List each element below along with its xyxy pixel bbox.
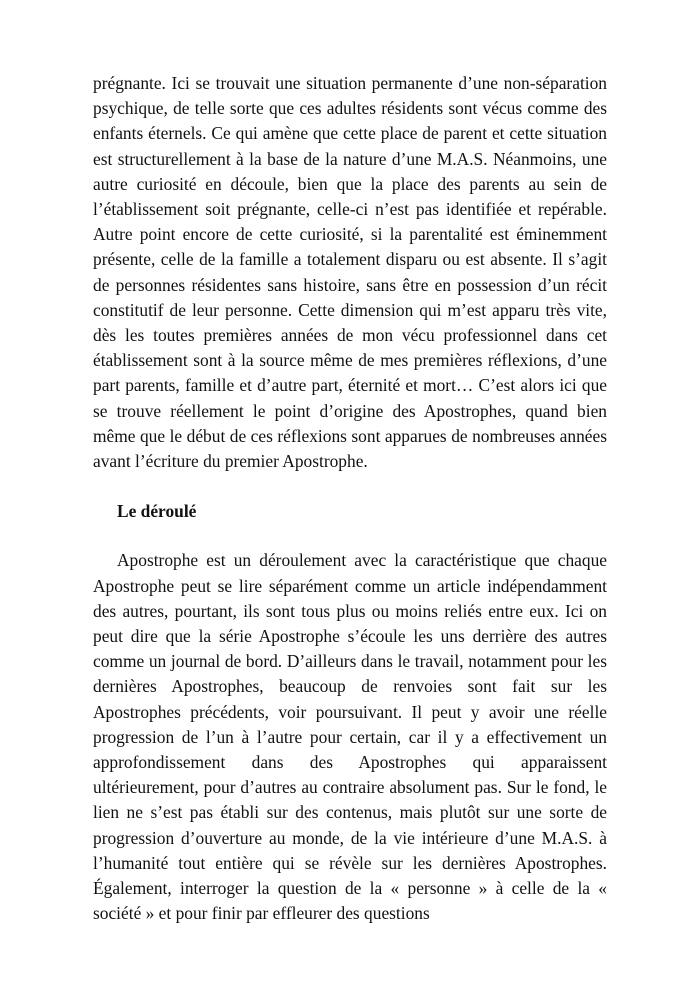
body-paragraph-1: prégnante. Ici se trouvait une situation permanente d’une non-séparation psychique, de telle sorte que ces adultes résidents sont vécus comme des enfants éternels. Ce qui amène que cette place de parent et cette situation est structurellement à la base de la nature d’une M.A.S. Néanmoins, une autre curiosité en découle, bien que la place des parents au sein de l’établissement soit prégnante, celle-ci n’est pas identifiée et repérable. Autre point encore de cette curiosité, si la parentalité est éminemment présente, celle de la famille a totalement disparu ou est absente. Il s’agit de personnes résidentes sans histoire, sans être en possession d’un récit constitutif de leur personne. Cette dimension qui m’est apparu très vite, dès les toutes premières années de mon vécu professionnel dans cet établissement sont à la source même de mes premières réflexions, d’une part parents, famille et d’autre part, éternité et mort… C’est alors ici que se trouve réellement le point d’origine des Apostrophes, quand bien même que le début de ces réflexions sont apparues de nombreuses années avant l’écriture du premier Apostrophe. bbox=[93, 73, 607, 472]
document-page bbox=[93, 71, 607, 927]
section-heading: Le déroulé bbox=[117, 501, 197, 522]
body-paragraph-2: Apostrophe est un déroulement avec la caractéristique que chaque Apostrophe peut se lire séparément comme un article indépendamment des autres, pourtant, ils sont tous plus ou moins reliés entre eux. Ici on peut dire que la série Apostrophe s’écoule les uns derrière des autres comme un journal de bord. D’ailleurs dans le travail, notamment pour les dernières Apostrophes, beaucoup de renvoies sont fait sur les Apostrophes précédents, voir poursuivant. Il peut y avoir une réelle progression de l’un à l’autre pour certain, car il y a effectivement un approfondissement dans des Apostrophes qui apparaissent ultérieurement, pour d’autres au contraire absolument pas. Sur le fond, le lien ne s’est pas établi sur des contenus, mais plutôt sur une sorte de progression d’ouverture au monde, de la vie intérieure d’une M.A.S. à l’humanité tout entière qui se révèle sur les dernières Apostrophes. Également, interroger la question de la « personne » à celle de la « société » et pour finir par effleurer des questions bbox=[93, 550, 607, 924]
